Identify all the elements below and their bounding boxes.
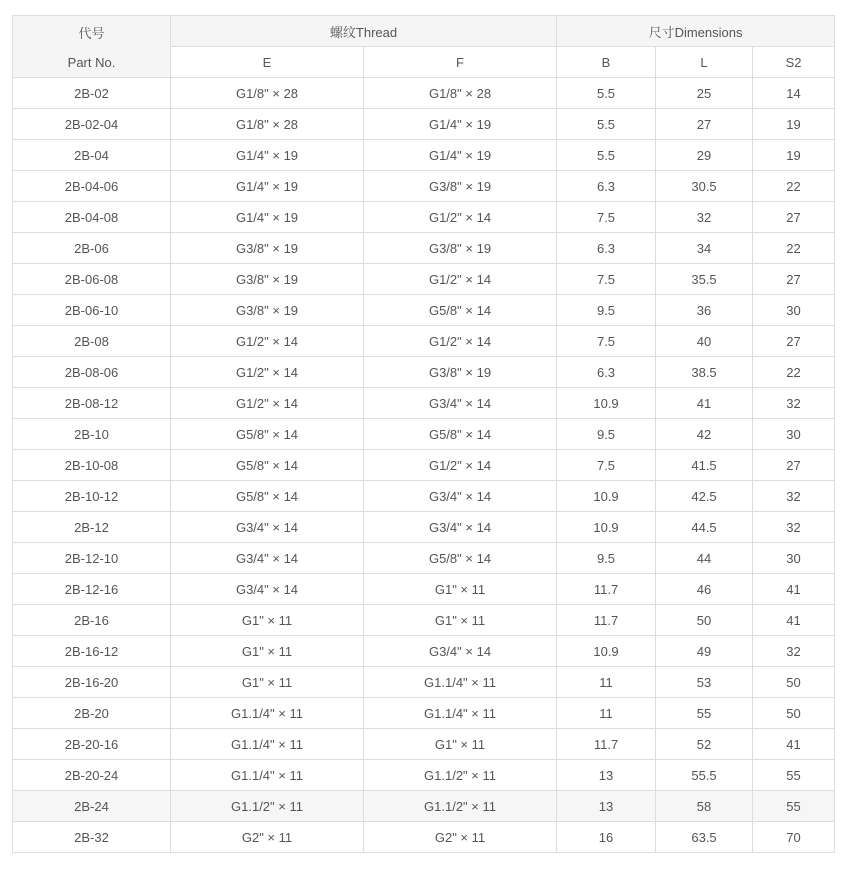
cell-e: G2" × 11	[171, 822, 364, 853]
table-row	[13, 636, 835, 667]
cell-l: 46	[656, 574, 753, 605]
cell-s2: 55	[753, 760, 835, 791]
cell-part-no: 2B-06-10	[13, 295, 171, 326]
cell-s2: 32	[753, 388, 835, 419]
cell-e: G1.1/4" × 11	[171, 760, 364, 791]
cell-part-no: 2B-16-20	[13, 667, 171, 698]
cell-l: 25	[656, 78, 753, 109]
cell-f: G3/8" × 19	[364, 233, 557, 264]
cell-f: G1/8" × 28	[364, 78, 557, 109]
cell-l: 49	[656, 636, 753, 667]
cell-part-no: 2B-24	[13, 791, 171, 822]
cell-f: G1.1/2" × 11	[364, 760, 557, 791]
cell-b: 10.9	[557, 388, 656, 419]
cell-f: G5/8" × 14	[364, 543, 557, 574]
table-row	[13, 357, 835, 388]
table-row	[13, 822, 835, 853]
cell-s2: 41	[753, 574, 835, 605]
table-row	[13, 605, 835, 636]
cell-part-no: 2B-06	[13, 233, 171, 264]
cell-part-no: 2B-20-24	[13, 760, 171, 791]
cell-f: G5/8" × 14	[364, 419, 557, 450]
cell-part-no: 2B-02-04	[13, 109, 171, 140]
cell-e: G1/2" × 14	[171, 326, 364, 357]
cell-f: G3/4" × 14	[364, 388, 557, 419]
cell-e: G1/4" × 19	[171, 171, 364, 202]
cell-s2: 41	[753, 729, 835, 760]
cell-s2: 22	[753, 357, 835, 388]
cell-e: G1" × 11	[171, 636, 364, 667]
table-row	[13, 264, 835, 295]
cell-s2: 19	[753, 140, 835, 171]
cell-part-no: 2B-12	[13, 512, 171, 543]
cell-b: 9.5	[557, 295, 656, 326]
cell-s2: 32	[753, 636, 835, 667]
cell-b: 11.7	[557, 574, 656, 605]
cell-e: G3/8" × 19	[171, 233, 364, 264]
cell-part-no: 2B-20	[13, 698, 171, 729]
cell-part-no: 2B-08-06	[13, 357, 171, 388]
cell-f: G1.1/4" × 11	[364, 667, 557, 698]
cell-l: 34	[656, 233, 753, 264]
cell-l: 55	[656, 698, 753, 729]
cell-b: 6.3	[557, 357, 656, 388]
cell-b: 6.3	[557, 171, 656, 202]
cell-s2: 30	[753, 295, 835, 326]
header-col-e: E	[171, 47, 364, 78]
part-spec-table	[12, 15, 835, 853]
cell-e: G3/4" × 14	[171, 543, 364, 574]
header-col-l: L	[656, 47, 753, 78]
cell-e: G3/4" × 14	[171, 512, 364, 543]
cell-l: 27	[656, 109, 753, 140]
cell-f: G1/4" × 19	[364, 109, 557, 140]
cell-s2: 22	[753, 171, 835, 202]
table-row	[13, 574, 835, 605]
cell-b: 9.5	[557, 543, 656, 574]
cell-part-no: 2B-10	[13, 419, 171, 450]
cell-e: G3/8" × 19	[171, 295, 364, 326]
cell-s2: 27	[753, 202, 835, 233]
cell-part-no: 2B-04	[13, 140, 171, 171]
table-row	[13, 481, 835, 512]
cell-part-no: 2B-08-12	[13, 388, 171, 419]
cell-l: 36	[656, 295, 753, 326]
cell-f: G1.1/2" × 11	[364, 791, 557, 822]
header-row-groups	[13, 16, 835, 47]
header-part-no-en: Part No.	[67, 55, 116, 71]
header-col-b: B	[557, 47, 656, 78]
cell-e: G1/8" × 28	[171, 109, 364, 140]
cell-f: G1" × 11	[364, 574, 557, 605]
cell-f: G1" × 11	[364, 605, 557, 636]
cell-l: 32	[656, 202, 753, 233]
cell-b: 11	[557, 698, 656, 729]
cell-e: G1.1/4" × 11	[171, 729, 364, 760]
table-row	[13, 512, 835, 543]
cell-b: 10.9	[557, 512, 656, 543]
cell-l: 41	[656, 388, 753, 419]
cell-b: 7.5	[557, 264, 656, 295]
cell-e: G1.1/4" × 11	[171, 698, 364, 729]
table-row	[13, 698, 835, 729]
cell-l: 44.5	[656, 512, 753, 543]
cell-part-no: 2B-16-12	[13, 636, 171, 667]
cell-b: 6.3	[557, 233, 656, 264]
cell-part-no: 2B-16	[13, 605, 171, 636]
cell-f: G2" × 11	[364, 822, 557, 853]
cell-b: 5.5	[557, 140, 656, 171]
cell-s2: 32	[753, 481, 835, 512]
cell-b: 7.5	[557, 326, 656, 357]
cell-e: G1/4" × 19	[171, 202, 364, 233]
table-row	[13, 233, 835, 264]
cell-l: 53	[656, 667, 753, 698]
cell-e: G3/8" × 19	[171, 264, 364, 295]
table-row	[13, 295, 835, 326]
cell-b: 7.5	[557, 202, 656, 233]
cell-s2: 30	[753, 419, 835, 450]
table-row	[13, 760, 835, 791]
cell-f: G1/2" × 14	[364, 326, 557, 357]
table-body	[13, 78, 835, 853]
table-row	[13, 326, 835, 357]
cell-b: 10.9	[557, 636, 656, 667]
cell-l: 41.5	[656, 450, 753, 481]
cell-l: 42.5	[656, 481, 753, 512]
cell-part-no: 2B-10-12	[13, 481, 171, 512]
cell-b: 11.7	[557, 729, 656, 760]
table-header	[13, 16, 835, 78]
cell-l: 55.5	[656, 760, 753, 791]
cell-part-no: 2B-04-08	[13, 202, 171, 233]
header-dimensions-group: 尺寸Dimensions	[557, 16, 835, 47]
cell-part-no: 2B-06-08	[13, 264, 171, 295]
table-row	[13, 78, 835, 109]
cell-l: 29	[656, 140, 753, 171]
cell-f: G1/4" × 19	[364, 140, 557, 171]
cell-s2: 32	[753, 512, 835, 543]
cell-s2: 27	[753, 450, 835, 481]
cell-l: 58	[656, 791, 753, 822]
cell-f: G1.1/4" × 11	[364, 698, 557, 729]
cell-s2: 50	[753, 698, 835, 729]
cell-f: G1/2" × 14	[364, 450, 557, 481]
cell-b: 13	[557, 760, 656, 791]
cell-e: G5/8" × 14	[171, 450, 364, 481]
cell-l: 35.5	[656, 264, 753, 295]
cell-l: 40	[656, 326, 753, 357]
cell-b: 9.5	[557, 419, 656, 450]
table-row	[13, 667, 835, 698]
table-row	[13, 171, 835, 202]
cell-f: G3/4" × 14	[364, 481, 557, 512]
table-row	[13, 109, 835, 140]
header-thread-group: 螺纹Thread	[171, 16, 557, 47]
table-row	[13, 543, 835, 574]
cell-e: G1/2" × 14	[171, 357, 364, 388]
cell-e: G1" × 11	[171, 605, 364, 636]
table-row	[13, 729, 835, 760]
cell-b: 7.5	[557, 450, 656, 481]
header-col-s2: S2	[753, 47, 835, 78]
cell-e: G5/8" × 14	[171, 419, 364, 450]
cell-part-no: 2B-12-10	[13, 543, 171, 574]
cell-b: 13	[557, 791, 656, 822]
cell-s2: 70	[753, 822, 835, 853]
cell-b: 16	[557, 822, 656, 853]
cell-s2: 55	[753, 791, 835, 822]
cell-b: 5.5	[557, 109, 656, 140]
cell-l: 63.5	[656, 822, 753, 853]
cell-s2: 41	[753, 605, 835, 636]
cell-f: G5/8" × 14	[364, 295, 557, 326]
cell-s2: 14	[753, 78, 835, 109]
cell-e: G5/8" × 14	[171, 481, 364, 512]
cell-b: 11	[557, 667, 656, 698]
table-row	[13, 450, 835, 481]
cell-e: G1/8" × 28	[171, 78, 364, 109]
cell-l: 38.5	[656, 357, 753, 388]
table-row	[13, 140, 835, 171]
cell-e: G1/4" × 19	[171, 140, 364, 171]
cell-e: G1/2" × 14	[171, 388, 364, 419]
cell-part-no: 2B-04-06	[13, 171, 171, 202]
cell-s2: 50	[753, 667, 835, 698]
cell-b: 5.5	[557, 78, 656, 109]
cell-l: 52	[656, 729, 753, 760]
cell-f: G3/4" × 14	[364, 512, 557, 543]
cell-part-no: 2B-12-16	[13, 574, 171, 605]
cell-s2: 30	[753, 543, 835, 574]
cell-l: 42	[656, 419, 753, 450]
cell-e: G1.1/2" × 11	[171, 791, 364, 822]
cell-part-no: 2B-10-08	[13, 450, 171, 481]
cell-e: G3/4" × 14	[171, 574, 364, 605]
cell-s2: 27	[753, 264, 835, 295]
cell-l: 50	[656, 605, 753, 636]
cell-s2: 19	[753, 109, 835, 140]
table-row	[13, 419, 835, 450]
cell-b: 10.9	[557, 481, 656, 512]
cell-f: G1/2" × 14	[364, 202, 557, 233]
cell-part-no: 2B-08	[13, 326, 171, 357]
cell-part-no: 2B-20-16	[13, 729, 171, 760]
header-part-no	[13, 16, 171, 78]
table-row	[13, 791, 835, 822]
cell-part-no: 2B-32	[13, 822, 171, 853]
cell-b: 11.7	[557, 605, 656, 636]
table-row	[13, 388, 835, 419]
cell-part-no: 2B-02	[13, 78, 171, 109]
header-col-f: F	[364, 47, 557, 78]
header-part-no-zh: 代号	[78, 25, 105, 41]
cell-s2: 27	[753, 326, 835, 357]
cell-e: G1" × 11	[171, 667, 364, 698]
cell-f: G1/2" × 14	[364, 264, 557, 295]
cell-f: G3/8" × 19	[364, 171, 557, 202]
cell-f: G3/4" × 14	[364, 636, 557, 667]
cell-f: G1" × 11	[364, 729, 557, 760]
cell-s2: 22	[753, 233, 835, 264]
cell-l: 30.5	[656, 171, 753, 202]
cell-f: G3/8" × 19	[364, 357, 557, 388]
cell-l: 44	[656, 543, 753, 574]
table-row	[13, 202, 835, 233]
